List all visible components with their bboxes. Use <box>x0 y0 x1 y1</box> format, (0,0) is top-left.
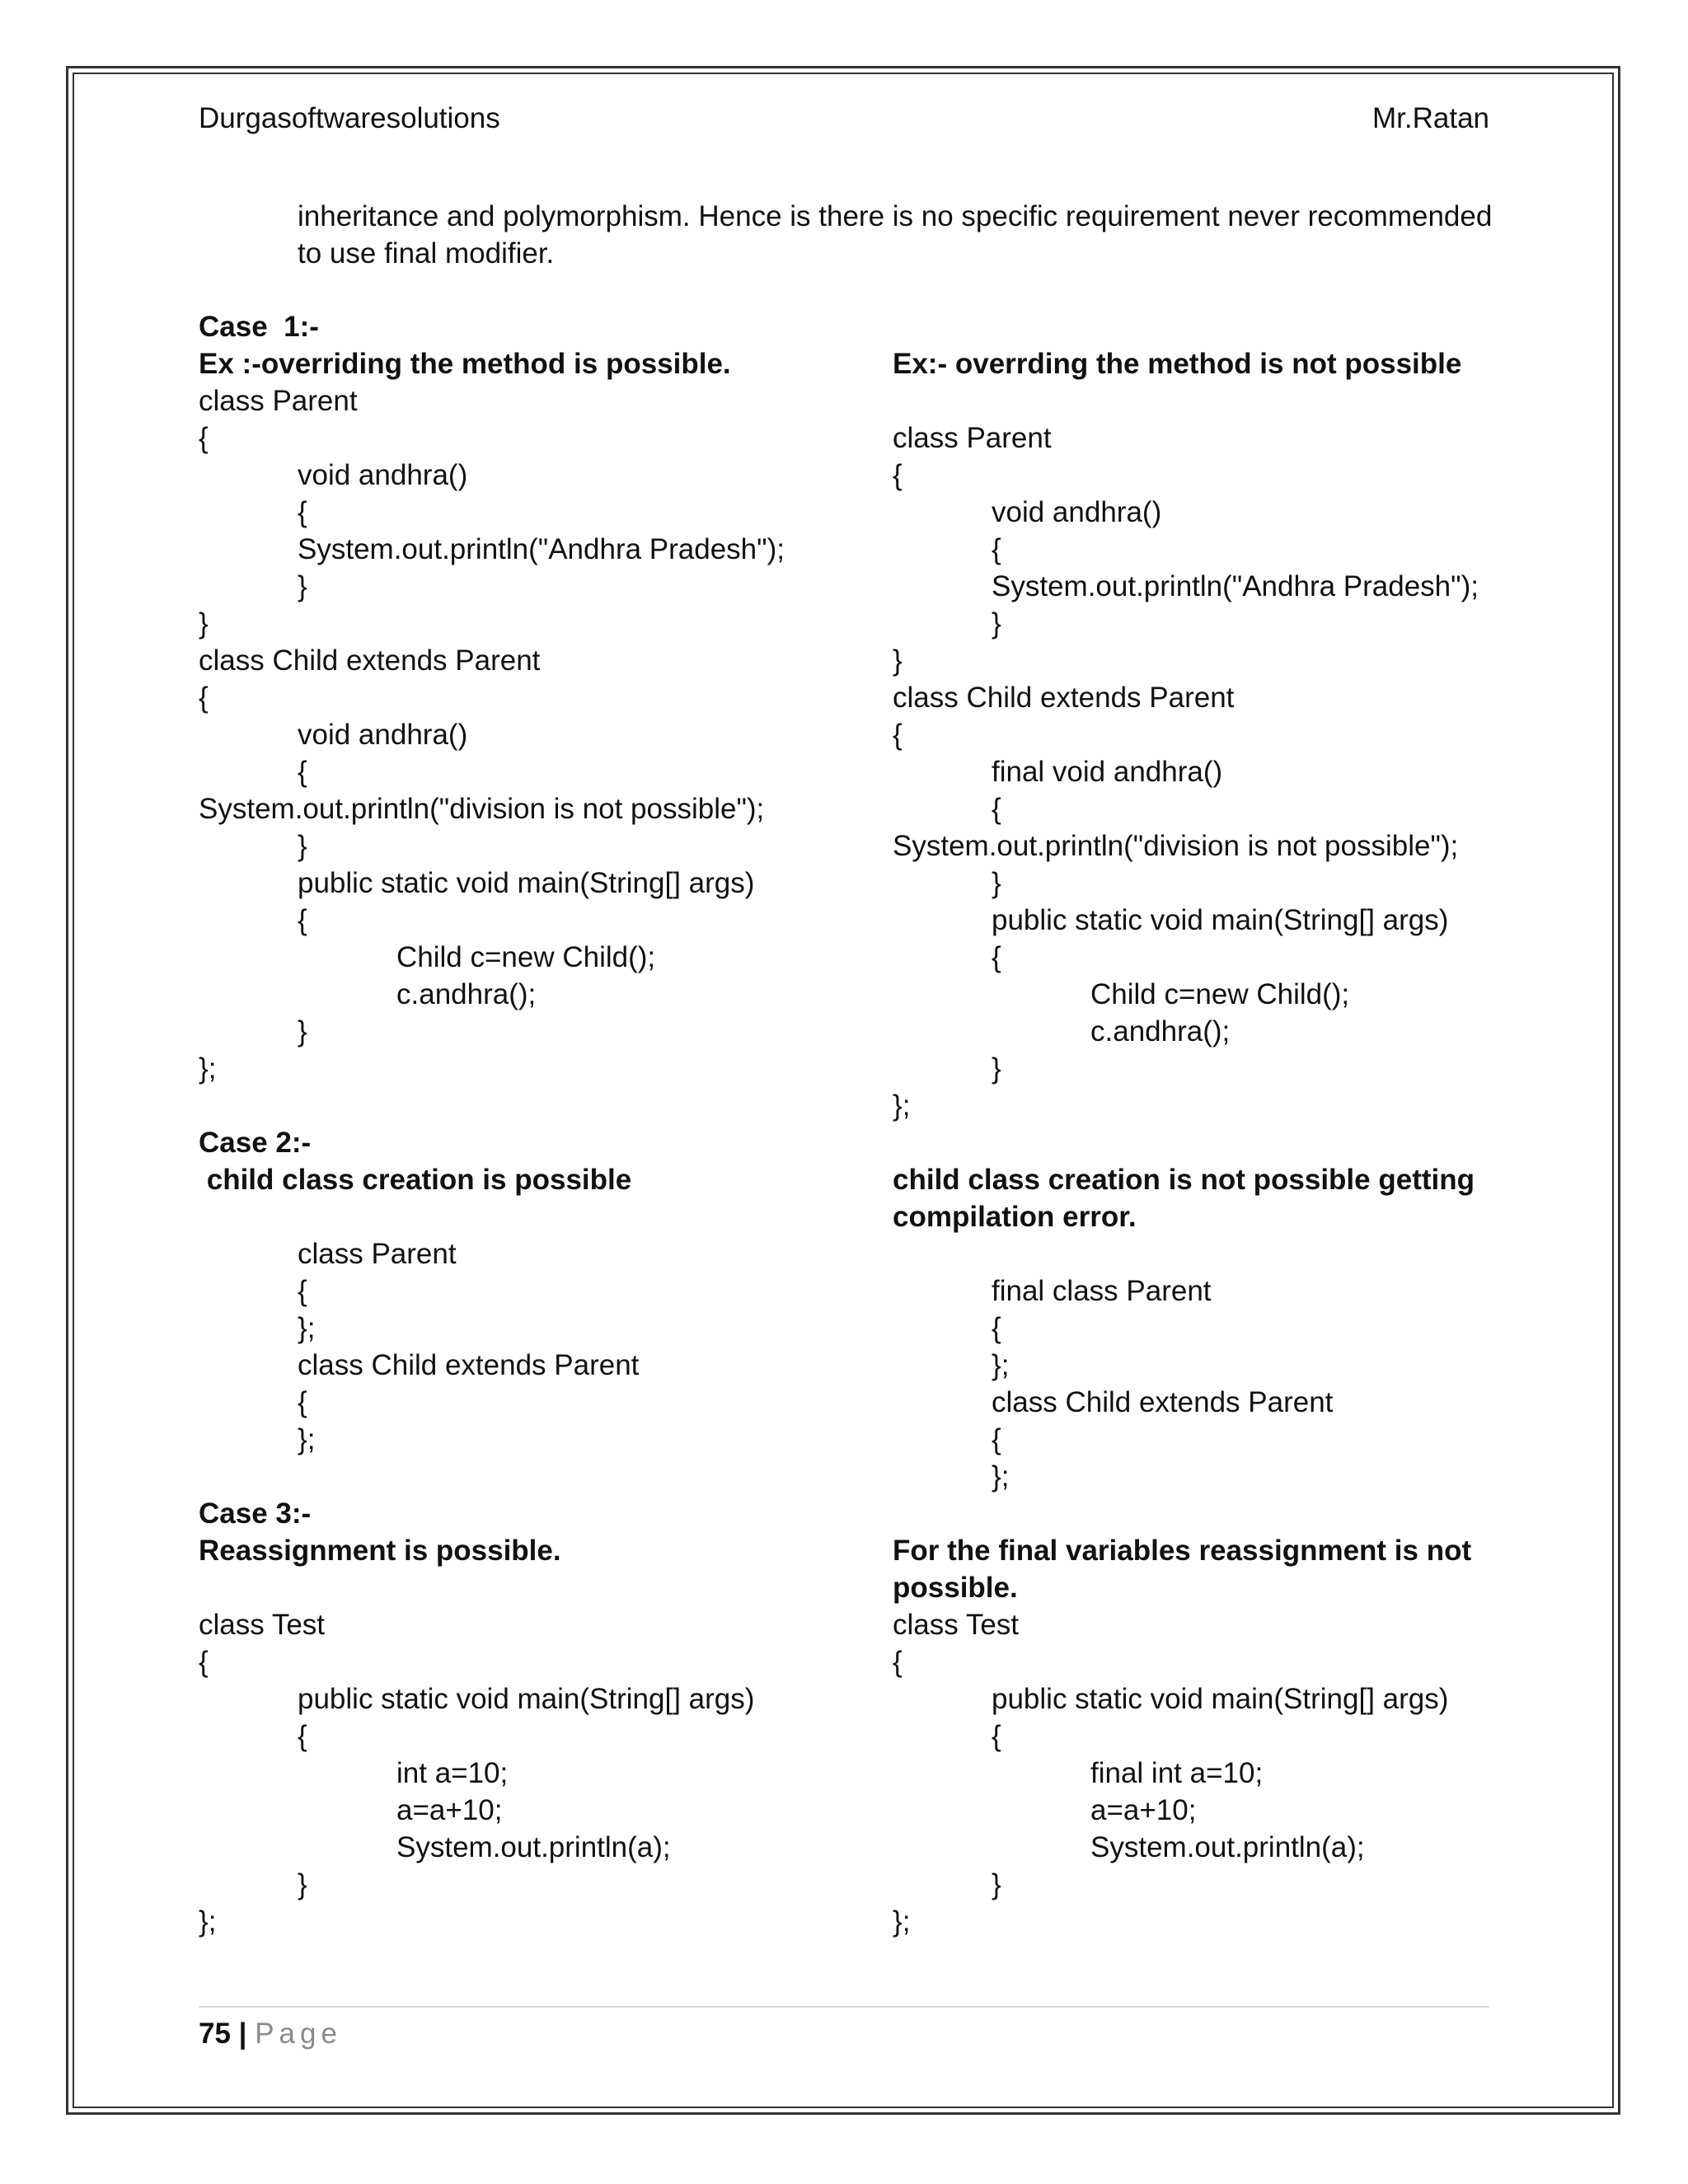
right-code-line: c.andhra(); <box>1090 1015 1231 1047</box>
right-heading-line: possible. <box>893 1572 1018 1604</box>
page-number: 75 <box>199 2018 231 2050</box>
right-code-line: class Parent <box>893 422 1052 454</box>
right-code-line <box>893 382 1568 419</box>
left-code-line: c.andhra(); <box>396 978 537 1010</box>
right-code-line <box>893 1124 1568 1161</box>
left-heading-line: Case 3:- <box>199 1497 312 1530</box>
right-code-line: { <box>992 793 1001 825</box>
left-code-line: { <box>298 904 307 936</box>
right-code-line: { <box>992 1312 1001 1344</box>
left-code-line: public static void main(String[] args) <box>298 867 755 899</box>
left-heading-line: child class creation is possible <box>199 1164 632 1196</box>
left-code-line <box>199 1198 874 1235</box>
left-code-line: { <box>199 422 209 454</box>
right-code-line: { <box>893 1646 903 1678</box>
left-code-line: class Child extends Parent <box>199 644 541 677</box>
right-code-line <box>893 1235 1568 1272</box>
left-code-line: class Child extends Parent <box>298 1349 640 1381</box>
right-code-line: { <box>992 1720 1001 1752</box>
right-code-line <box>893 308 1568 345</box>
right-code-line: { <box>992 533 1001 565</box>
right-code-line: }; <box>992 1460 1010 1493</box>
left-code-line <box>199 1458 874 1495</box>
left-heading-line: Case 1:- <box>199 311 319 343</box>
left-code-line: System.out.println(a); <box>396 1831 671 1863</box>
right-heading-line: Ex:- overrding the method is not possible <box>893 348 1462 380</box>
left-code-line: }; <box>199 1052 217 1085</box>
right-code-line: Child c=new Child(); <box>1090 978 1350 1010</box>
left-code-line: }; <box>298 1423 316 1455</box>
right-code-line: public static void main(String[] args) <box>992 1683 1449 1715</box>
right-code-line: void andhra() <box>992 496 1162 528</box>
right-code-line: { <box>992 1423 1001 1455</box>
right-code-line: final int a=10; <box>1090 1757 1264 1789</box>
page-label: Page <box>255 2018 342 2050</box>
right-heading-line: compilation error. <box>893 1201 1137 1233</box>
left-code-line: { <box>298 756 307 788</box>
right-code-line <box>893 1495 1568 1532</box>
left-code-line: void andhra() <box>298 719 468 751</box>
left-code-line: } <box>298 1015 307 1047</box>
page-footer <box>199 2016 342 2052</box>
right-code-line: }; <box>893 1090 911 1122</box>
left-code-line: { <box>298 1386 307 1418</box>
right-code-column <box>893 308 1568 1940</box>
left-code-line: class Parent <box>199 385 358 417</box>
left-heading-line: Ex :-overriding the method is possible. <box>199 348 731 380</box>
left-code-line: System.out.println("Andhra Pradesh"); <box>298 533 785 565</box>
right-heading-line: child class creation is not possible getting <box>893 1164 1475 1196</box>
left-code-line: }; <box>199 1905 217 1938</box>
left-code-line: } <box>298 830 307 862</box>
right-code-line: } <box>992 1052 1001 1085</box>
intro-paragraph: inheritance and polymorphism. Hence is there is no specific requirement never recommended to use final modifier. <box>298 200 1493 269</box>
header-right: Mr.Ratan <box>1372 102 1489 134</box>
left-code-line: void andhra() <box>298 459 468 491</box>
left-code-column <box>199 308 874 1940</box>
footer-divider <box>199 2006 1489 2008</box>
left-code-line: } <box>298 1868 307 1900</box>
left-code-line: class Parent <box>298 1238 457 1270</box>
right-code-line: } <box>893 644 903 677</box>
left-code-line <box>199 1087 874 1124</box>
right-code-line: } <box>992 607 1001 640</box>
right-code-line: { <box>893 719 903 751</box>
left-code-line <box>199 1569 874 1606</box>
right-code-line: final class Parent <box>992 1275 1212 1307</box>
left-code-line: class Test <box>199 1609 326 1641</box>
left-code-line: { <box>199 1646 209 1678</box>
right-code-line: { <box>893 459 903 491</box>
left-code-line: Child c=new Child(); <box>396 941 656 973</box>
left-heading-line: Case 2:- <box>199 1127 312 1159</box>
right-code-line: } <box>992 867 1001 899</box>
left-code-line: { <box>199 682 209 714</box>
right-code-line: a=a+10; <box>1090 1794 1197 1826</box>
left-code-line: a=a+10; <box>396 1794 503 1826</box>
right-code-line: System.out.println(a); <box>1090 1831 1365 1863</box>
right-code-line: { <box>992 941 1001 973</box>
right-code-line: System.out.println("Andhra Pradesh"); <box>992 570 1479 602</box>
left-code-line: } <box>199 607 209 640</box>
left-code-line: System.out.println("division is not possible"); <box>199 793 765 825</box>
right-code-line: public static void main(String[] args) <box>992 904 1449 936</box>
right-code-line: } <box>992 1868 1001 1900</box>
left-heading-line: Reassignment is possible. <box>199 1535 561 1567</box>
header-left: Durgasoftwaresolutions <box>199 102 500 134</box>
right-heading-line: For the final variables reassignment is not <box>893 1535 1472 1567</box>
right-code-line: class Child extends Parent <box>893 682 1235 714</box>
left-code-line: { <box>298 496 307 528</box>
left-code-line: { <box>298 1720 307 1752</box>
left-code-line: public static void main(String[] args) <box>298 1683 755 1715</box>
left-code-line: } <box>298 570 307 602</box>
right-code-line: System.out.println("division is not possible"); <box>893 830 1459 862</box>
right-code-line: final void andhra() <box>992 756 1223 788</box>
left-code-line: { <box>298 1275 307 1307</box>
right-code-line: class Child extends Parent <box>992 1386 1334 1418</box>
right-code-line: class Test <box>893 1609 1020 1641</box>
right-code-line: }; <box>992 1349 1010 1381</box>
right-code-line: }; <box>893 1905 911 1938</box>
footer-separator: | <box>238 2018 247 2050</box>
left-code-line: int a=10; <box>396 1757 509 1789</box>
left-code-line: }; <box>298 1312 316 1344</box>
